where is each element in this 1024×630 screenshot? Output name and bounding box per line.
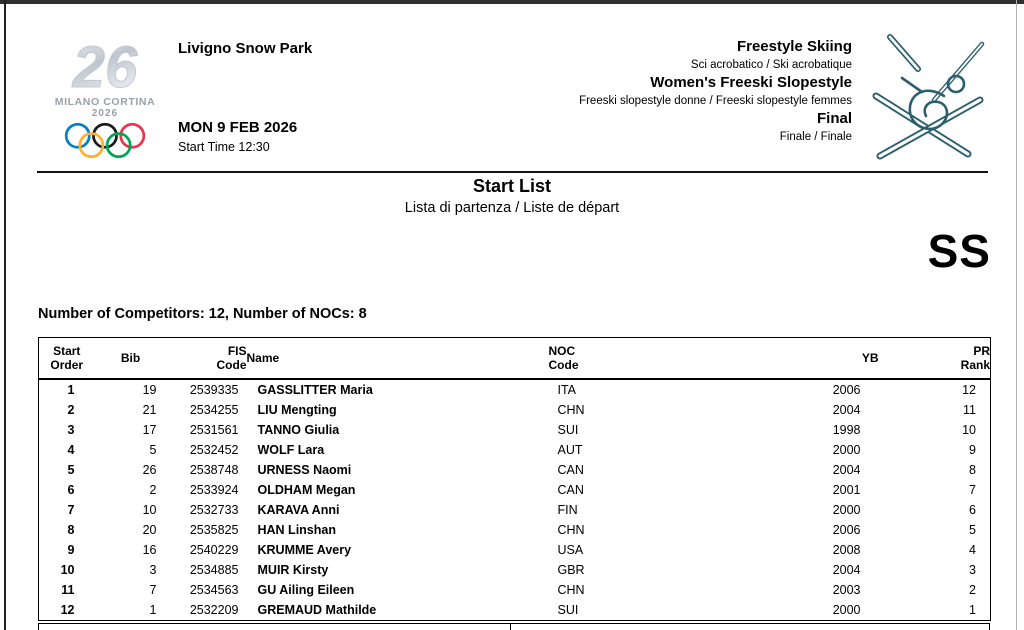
document-code: SS (927, 225, 991, 277)
start-list-body (39, 379, 991, 621)
cell-name: MUIR Kirsty (257, 563, 329, 577)
cell-noc: CHN (557, 583, 585, 597)
cell-order: 6 (67, 483, 75, 497)
logo-mark-26-icon (45, 30, 165, 98)
table-row (39, 580, 991, 600)
cell-fis: 2534563 (189, 583, 239, 597)
cell-yb: 2000 (832, 503, 861, 517)
table-row (39, 460, 991, 480)
document-subtitle: Lista di partenza / Liste de départ (404, 200, 620, 216)
col-header-start-order: Start Order (39, 338, 95, 380)
col-header-pr-rank: PR Rank (879, 338, 991, 380)
footer-box-right (510, 623, 990, 630)
table-row (39, 480, 991, 500)
cell-name: KARAVA Anni (257, 503, 340, 517)
cell-pr: 11 (963, 403, 976, 417)
cell-noc: FIN (557, 503, 578, 517)
cell-fis: 2532209 (189, 603, 239, 617)
cell-fis: 2540229 (189, 543, 239, 557)
cell-noc: CHN (557, 523, 585, 537)
cell-order: 9 (67, 543, 75, 557)
cell-order: 3 (67, 423, 75, 437)
cell-name: GASSLITTER Maria (257, 383, 373, 397)
cell-name: LIU Mengting (257, 403, 337, 417)
cell-noc: AUT (557, 443, 583, 457)
cell-bib: 21 (142, 403, 157, 417)
cell-bib: 1 (149, 603, 157, 617)
cell-noc: SUI (557, 423, 579, 437)
freestyle-skier-icon (866, 34, 990, 173)
col-header-bib: Bib (95, 338, 167, 380)
milano-cortina-logo (45, 30, 165, 166)
cell-bib: 3 (149, 563, 157, 577)
cell-fis: 2534255 (189, 403, 239, 417)
cell-order: 2 (67, 403, 75, 417)
cell-fis: 2538748 (189, 463, 239, 477)
cell-name: KRUMME Avery (257, 543, 352, 557)
cell-name: URNESS Naomi (257, 463, 352, 477)
cell-order: 10 (60, 563, 75, 577)
event-title: Women's Freeski Slopestyle (650, 74, 852, 91)
col-header-noc-code: NOC Code (549, 338, 739, 380)
cell-yb: 2004 (832, 563, 861, 577)
cell-yb: 2003 (832, 583, 861, 597)
cell-fis: 2539335 (189, 383, 239, 397)
cell-bib: 19 (142, 383, 157, 397)
cell-name: HAN Linshan (257, 523, 336, 537)
table-row (39, 440, 991, 460)
footer-box-left (38, 623, 511, 630)
page-left-edge (4, 0, 6, 630)
cell-order: 7 (67, 503, 75, 517)
cell-fis: 2534885 (189, 563, 239, 577)
cell-noc: CHN (557, 403, 585, 417)
cell-noc: GBR (557, 563, 585, 577)
cell-pr: 12 (962, 383, 976, 397)
cell-pr: 7 (969, 483, 976, 497)
cell-fis: 2533924 (189, 483, 239, 497)
col-header-fis-code: FIS Code (167, 338, 247, 380)
cell-yb: 2006 (832, 523, 861, 537)
cell-bib: 26 (142, 463, 157, 477)
cell-bib: 20 (142, 523, 157, 537)
cell-pr: 5 (969, 523, 976, 537)
cell-pr: 8 (969, 463, 976, 477)
competitors-summary: Number of Competitors: 12, Number of NOCs: 8 (38, 306, 367, 322)
cell-fis: 2532733 (189, 503, 239, 517)
sport-title: Freestyle Skiing (736, 38, 852, 55)
cell-yb: 2001 (832, 483, 861, 497)
cell-pr: 4 (969, 543, 976, 557)
cell-bib: 16 (142, 543, 157, 557)
cell-pr: 1 (969, 603, 976, 617)
cell-yb: 2000 (832, 603, 861, 617)
header-divider (37, 171, 988, 173)
cell-name: GU Ailing Eileen (257, 583, 355, 597)
cell-bib: 2 (149, 483, 157, 497)
cell-fis: 2532452 (189, 443, 239, 457)
cell-pr: 10 (962, 423, 976, 437)
cell-bib: 10 (142, 503, 157, 517)
cell-yb: 2000 (832, 443, 861, 457)
page-top-bar (0, 0, 1024, 4)
sport-subtitle: Sci acrobatico / Ski acrobatique (690, 59, 852, 71)
olympic-rings-icon (45, 121, 165, 166)
cell-order: 12 (60, 603, 75, 617)
event-date: MON 9 FEB 2026 (178, 119, 298, 136)
cell-order: 11 (61, 583, 75, 597)
page-right-edge (1016, 0, 1017, 630)
cell-order: 5 (67, 463, 75, 477)
table-row (39, 500, 991, 520)
cell-bib: 5 (149, 443, 157, 457)
col-header-yb: YB (739, 338, 879, 380)
cell-pr: 6 (969, 503, 976, 517)
col-header-name: Name (247, 338, 549, 380)
table-header-row (39, 338, 991, 380)
venue-name: Livigno Snow Park (178, 40, 313, 57)
table-row (39, 420, 991, 440)
cell-order: 1 (67, 383, 75, 397)
cell-yb: 2004 (832, 403, 861, 417)
cell-pr: 9 (969, 443, 976, 457)
cell-name: GREMAUD Mathilde (257, 603, 377, 617)
cell-yb: 1998 (832, 423, 861, 437)
table-row (39, 600, 991, 621)
cell-pr: 3 (969, 563, 976, 577)
cell-fis: 2531561 (189, 423, 239, 437)
cell-noc: CAN (557, 483, 584, 497)
event-subtitle: Freeski slopestyle donne / Freeski slopestyle femmes (579, 95, 852, 107)
cell-noc: ITA (557, 383, 577, 397)
cell-fis: 2535825 (189, 523, 239, 537)
start-time: Start Time 12:30 (178, 140, 270, 154)
cell-bib: 17 (142, 423, 157, 437)
logo-wordmark: MILANO CORTINA (54, 96, 156, 108)
cell-name: WOLF Lara (257, 443, 325, 457)
table-row (39, 379, 991, 400)
cell-pr: 2 (969, 583, 976, 597)
logo-year: 2026 (91, 108, 119, 119)
table-row (39, 400, 991, 420)
cell-order: 8 (67, 523, 75, 537)
phase-title: Final (816, 110, 852, 127)
table-row (39, 540, 991, 560)
cell-yb: 2004 (832, 463, 861, 477)
cell-yb: 2008 (832, 543, 861, 557)
cell-noc: SUI (557, 603, 579, 617)
document-title: Start List (472, 176, 551, 196)
cell-name: TANNO Giulia (257, 423, 340, 437)
cell-name: OLDHAM Megan (257, 483, 356, 497)
cell-noc: CAN (557, 463, 584, 477)
svg-text:26: 26 (72, 35, 138, 98)
start-list-table (38, 337, 991, 621)
cell-noc: USA (557, 543, 584, 557)
table-row (39, 560, 991, 580)
phase-subtitle: Finale / Finale (779, 131, 852, 143)
cell-order: 4 (67, 443, 75, 457)
cell-bib: 7 (149, 583, 157, 597)
cell-yb: 2006 (832, 383, 861, 397)
event-block (400, 37, 852, 145)
table-row (39, 520, 991, 540)
